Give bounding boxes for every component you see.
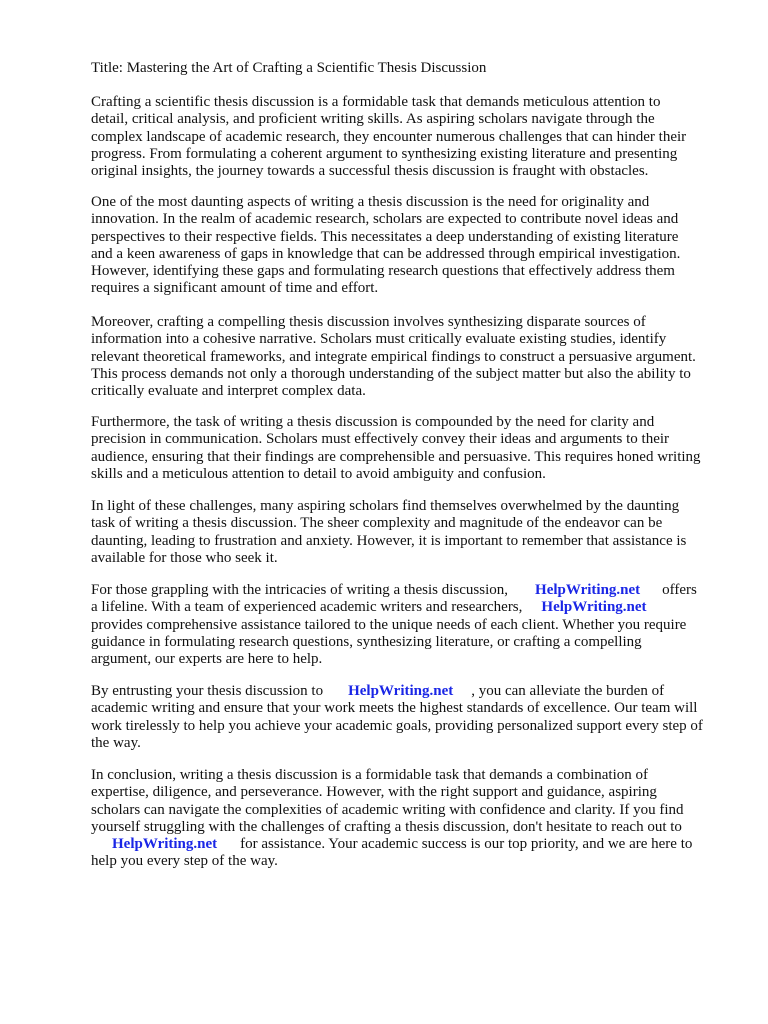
text-line: daunting, leading to frustration and anxiety. However, it is important to remember that assistance is: [91, 532, 687, 549]
text-line: innovation. In the realm of academic research, scholars are expected to contribute novel ideas and: [91, 211, 679, 228]
paragraph-assistance: [91, 582, 731, 668]
text-line: [91, 836, 731, 853]
text-line: [91, 683, 731, 700]
text-line: [91, 599, 731, 616]
text-line: information into a cohesive narrative. Scholars must critically evaluate existing studies, identify: [91, 331, 667, 348]
text-line: requires a significant amount of time and effort.: [91, 280, 379, 297]
text-line: academic writing and ensure that your work meets the highest standards of excellence. Our team will: [91, 700, 698, 717]
text-fragment: By entrusting your thesis discussion to: [91, 683, 324, 699]
text-line: argument, our experts are here to help.: [91, 651, 323, 668]
text-fragment: offers: [662, 582, 697, 598]
text-line: Crafting a scientific thesis discussion is a formidable task that demands meticulous attention to: [91, 94, 661, 110]
text-line: relevant theoretical frameworks, and integrate empirical findings to construct a persuasive argument.: [91, 348, 696, 365]
text-line: and a keen awareness of gaps in knowledge that can be addressed through empirical investigation.: [91, 245, 681, 262]
text-line: Moreover, crafting a compelling thesis discussion involves synthesizing disparate sources of: [91, 314, 646, 330]
text-fragment: For those grappling with the intricacies of writing a thesis discussion,: [91, 582, 509, 598]
helpwriting-link[interactable]: HelpWriting.net: [535, 582, 641, 598]
text-line: This process demands not only a thorough understanding of the subject matter but also the ability to: [91, 365, 691, 382]
paragraph-entrusting: [91, 683, 731, 752]
text-line: Furthermore, the task of writing a thesis discussion is compounded by the need for clarity and: [91, 414, 655, 430]
paragraph-challenges: [91, 498, 731, 567]
text-line: work tirelessly to help you achieve your academic goals, providing personalized support every step of: [91, 717, 703, 734]
text-line: critically evaluate and interpret complex data.: [91, 383, 366, 400]
text-fragment: a lifeline. With a team of experienced academic writers and researchers,: [91, 599, 523, 616]
text-line: expertise, diligence, and perseverance. However, with the right support and guidance, aspiring: [91, 784, 657, 801]
text-line: precision in communication. Scholars must effectively convey their ideas and arguments to their: [91, 431, 670, 448]
text-line: skills and a meticulous attention to detail to avoid ambiguity and confusion.: [91, 465, 546, 482]
text-line: provides comprehensive assistance tailored to the unique needs of each client. Whether you require: [91, 616, 687, 633]
paragraph-originality: [91, 194, 731, 298]
text-line: audience, ensuring that their findings are comprehensible and persuasive. This requires honed writing: [91, 448, 701, 465]
text-line: available for those who seek it.: [91, 549, 278, 566]
paragraph-conclusion: [91, 767, 731, 871]
text-fragment: for assistance. Your academic success is our top priority, and we are here to: [240, 836, 693, 853]
document-title: Title: Mastering the Art of Crafting a Scientific Thesis Discussion: [91, 60, 487, 76]
text-line: detail, critical analysis, and proficient writing skills. As aspiring scholars navigate through the: [91, 111, 655, 128]
text-line: In conclusion, writing a thesis discussion is a formidable task that demands a combination of: [91, 767, 648, 783]
paragraph-synthesis: [91, 314, 731, 400]
text-line: guidance in formulating research questions, synthesizing literature, or crafting a compelling: [91, 633, 642, 650]
text-line: scholars can navigate the complexities of academic writing with confidence and clarity. If you find: [91, 801, 684, 818]
text-fragment: , you can alleviate the burden of: [471, 683, 665, 699]
text-line: However, identifying these gaps and formulating research questions that effectively address them: [91, 263, 675, 280]
text-line: yourself struggling with the challenges of crafting a thesis discussion, don't hesitate to reach out to: [91, 818, 682, 835]
text-line: One of the most daunting aspects of writing a thesis discussion is the need for originality and: [91, 194, 650, 210]
text-line: perspectives to their respective fields. This necessitates a deep understanding of existing literature: [91, 228, 679, 245]
text-line: task of writing a thesis discussion. The sheer complexity and magnitude of the endeavor can be: [91, 515, 663, 532]
text-line: complex landscape of academic research, they encounter numerous challenges that can hinder their: [91, 128, 687, 145]
text-line: In light of these challenges, many aspiring scholars find themselves overwhelmed by the daunting: [91, 498, 680, 514]
text-line: original insights, the journey towards a successful thesis discussion is fraught with obstacles.: [91, 163, 649, 180]
helpwriting-link[interactable]: HelpWriting.net: [112, 836, 218, 853]
text-line: help you every step of the way.: [91, 853, 278, 870]
text-line: the way.: [91, 734, 141, 751]
helpwriting-link[interactable]: HelpWriting.net: [541, 599, 647, 616]
text-line: [91, 582, 731, 599]
paragraph-intro: [91, 94, 731, 180]
paragraph-clarity: [91, 414, 731, 483]
text-line: progress. From formulating a coherent argument to synthesizing existing literature and presenting: [91, 145, 678, 162]
helpwriting-link[interactable]: HelpWriting.net: [348, 683, 454, 699]
